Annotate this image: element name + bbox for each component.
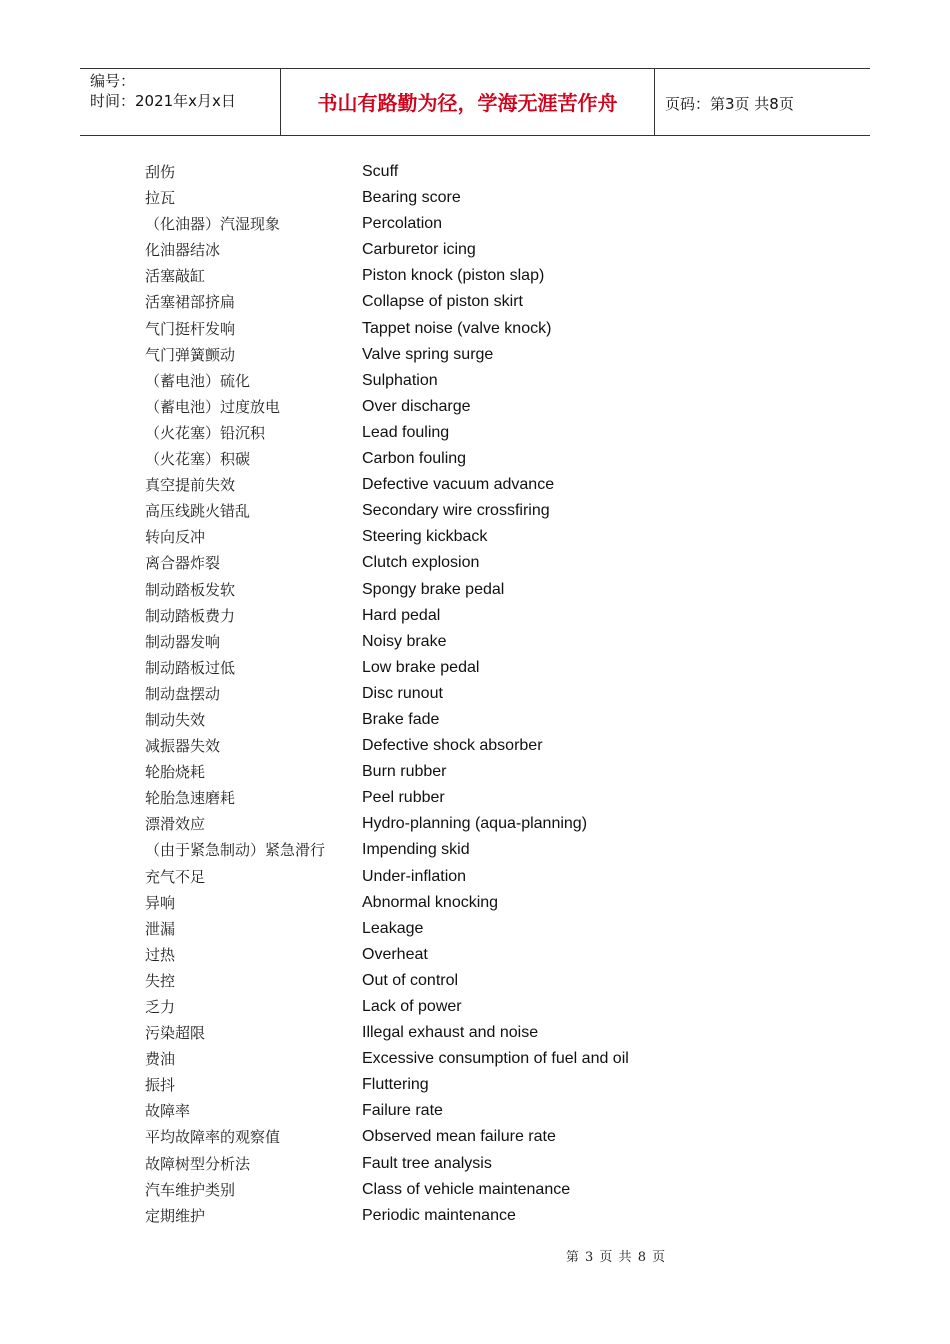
glossary-row: [145, 1203, 765, 1229]
glossary-row: [145, 342, 765, 368]
term-english: Scuff: [362, 163, 399, 180]
term-chinese: 活塞敲缸: [145, 267, 206, 286]
glossary-row: [145, 837, 765, 863]
term-english: Collapse of piston skirt: [362, 293, 523, 311]
term-chinese: 失控: [145, 971, 176, 990]
term-english: Defective shock absorber: [362, 737, 543, 755]
term-chinese: 气门挺杆发响: [145, 319, 236, 338]
term-english: Lead fouling: [362, 423, 450, 441]
header-page-info: 页码：第3页 共8页: [665, 95, 794, 113]
glossary-row: [145, 316, 765, 342]
glossary-row: [145, 263, 765, 289]
glossary-row: [145, 577, 765, 603]
term-chinese: 气门弹簧颤动: [145, 345, 236, 364]
glossary-row: [145, 1020, 765, 1046]
glossary-row: [145, 707, 765, 733]
glossary-row: [145, 1177, 765, 1203]
term-chinese: 平均故障率的观察值: [145, 1128, 281, 1147]
term-english: Peel rubber: [362, 789, 445, 807]
glossary-row: [145, 942, 765, 968]
term-chinese: 制动失效: [145, 710, 206, 729]
glossary-row: [145, 1124, 765, 1150]
footer-page-number: 第 3 页 共 8 页: [565, 1250, 667, 1265]
glossary-row: [145, 237, 765, 263]
term-english: Noisy brake: [362, 632, 447, 650]
glossary-row: [145, 420, 765, 446]
glossary-row: [145, 289, 765, 315]
glossary-row: [145, 446, 765, 472]
glossary-row: [145, 211, 765, 237]
term-chinese: 制动盘摆动: [145, 684, 221, 703]
glossary-row: [145, 1046, 765, 1072]
header-divider: [654, 69, 655, 136]
time-label: 时间：2021年x月x日: [90, 92, 236, 110]
term-english: Failure rate: [362, 1102, 443, 1120]
term-chinese: 费油: [145, 1050, 176, 1069]
term-chinese: （化油器）汽湿现象: [145, 215, 281, 234]
glossary-row: [145, 1098, 765, 1124]
term-english: Percolation: [362, 215, 443, 233]
term-chinese: （火花塞）积碳: [145, 450, 251, 469]
glossary-row: [145, 550, 765, 576]
glossary-row: [145, 629, 765, 655]
page-footer: [0, 1246, 950, 1265]
term-chinese: 转向反冲: [145, 528, 206, 547]
term-chinese: 乏力: [145, 998, 176, 1016]
glossary-row: [145, 368, 765, 394]
term-chinese: 振抖: [145, 1076, 176, 1095]
term-chinese: 刮伤: [145, 163, 176, 181]
term-chinese: 过热: [145, 945, 176, 964]
term-english: Burn rubber: [362, 763, 447, 781]
glossary-list: [145, 159, 765, 1229]
term-english: Carbon fouling: [362, 450, 467, 468]
term-chinese: 漂滑效应: [145, 815, 206, 834]
term-chinese: 制动器发响: [145, 632, 221, 651]
term-chinese: （蓄电池）硫化: [145, 371, 251, 390]
term-english: Observed mean failure rate: [362, 1128, 556, 1146]
term-chinese: 异响: [145, 893, 176, 912]
term-chinese: 轮胎急速磨耗: [145, 789, 236, 808]
term-chinese: 减振器失效: [145, 737, 221, 756]
term-english: Defective vacuum advance: [362, 476, 555, 494]
term-english: Piston knock (piston slap): [362, 267, 545, 285]
term-chinese: 制动踏板费力: [145, 606, 236, 625]
term-chinese: 制动踏板发软: [145, 580, 236, 599]
glossary-row: [145, 394, 765, 420]
term-english: Leakage: [362, 919, 424, 937]
term-chinese: （火花塞）铅沉积: [145, 423, 266, 442]
glossary-row: [145, 994, 765, 1020]
term-chinese: 污染超限: [145, 1024, 206, 1043]
term-chinese: 泄漏: [145, 919, 176, 938]
serial-label: 编号：: [90, 72, 136, 90]
term-english: Carburetor icing: [362, 241, 476, 259]
term-english: Tappet noise (valve knock): [362, 319, 552, 337]
term-chinese: 轮胎烧耗: [145, 763, 206, 782]
page-header: [80, 68, 870, 136]
term-chinese: 拉瓦: [145, 189, 176, 208]
term-english: Class of vehicle maintenance: [362, 1180, 571, 1198]
glossary-row: [145, 785, 765, 811]
term-english: Brake fade: [362, 710, 440, 728]
glossary-row: [145, 733, 765, 759]
glossary-row: [145, 498, 765, 524]
glossary-row: [145, 864, 765, 890]
term-english: Over discharge: [362, 397, 471, 415]
term-english: Hydro-planning (aqua-planning): [362, 815, 588, 833]
term-english: Illegal exhaust and noise: [362, 1024, 539, 1042]
glossary-row: [145, 472, 765, 498]
term-english: Lack of power: [362, 998, 462, 1015]
term-chinese: 充气不足: [145, 867, 206, 886]
glossary-row: [145, 603, 765, 629]
glossary-row: [145, 1072, 765, 1098]
term-chinese: 活塞裙部挤扁: [145, 293, 236, 312]
term-english: Impending skid: [362, 841, 470, 859]
term-english: Clutch explosion: [362, 554, 480, 572]
term-english: Disc runout: [362, 684, 443, 702]
glossary-row: [145, 1151, 765, 1177]
term-english: Bearing score: [362, 189, 461, 207]
term-chinese: 真空提前失效: [145, 476, 236, 495]
term-english: Low brake pedal: [362, 658, 480, 676]
term-english: Valve spring surge: [362, 345, 494, 363]
term-chinese: 汽车维护类别: [145, 1180, 236, 1199]
term-chinese: 定期维护: [145, 1206, 206, 1225]
header-motto: 书山有路勤为径，学海无涯苦作舟: [317, 91, 618, 115]
term-chinese: 故障率: [145, 1102, 191, 1121]
glossary-row: [145, 159, 765, 185]
glossary-row: [145, 524, 765, 550]
glossary-row: [145, 759, 765, 785]
term-english: Spongy brake pedal: [362, 580, 505, 598]
glossary-row: [145, 655, 765, 681]
term-english: Fault tree analysis: [362, 1154, 492, 1172]
term-chinese: （由于紧急制动）紧急滑行: [145, 841, 326, 860]
term-chinese: 制动踏板过低: [145, 658, 236, 677]
term-english: Hard pedal: [362, 606, 441, 624]
term-english: Abnormal knocking: [362, 893, 499, 911]
term-english: Out of control: [362, 971, 459, 989]
term-english: Fluttering: [362, 1076, 429, 1094]
glossary-row: [145, 890, 765, 916]
term-english: Secondary wire crossfiring: [362, 502, 550, 520]
term-chinese: （蓄电池）过度放电: [145, 397, 281, 416]
term-chinese: 离合器炸裂: [145, 554, 221, 573]
term-english: Sulphation: [362, 371, 438, 389]
glossary-row: [145, 916, 765, 942]
header-meta: [90, 71, 280, 111]
term-english: Steering kickback: [362, 528, 488, 546]
glossary-row: [145, 681, 765, 707]
term-english: Excessive consumption of fuel and oil: [362, 1050, 629, 1068]
term-chinese: 故障树型分析法: [145, 1154, 251, 1173]
glossary-row: [145, 811, 765, 837]
term-english: Overheat: [362, 945, 428, 963]
term-chinese: 高压线跳火错乱: [145, 502, 251, 521]
glossary-row: [145, 968, 765, 994]
term-english: Under-inflation: [362, 867, 467, 885]
term-chinese: 化油器结冰: [145, 241, 221, 260]
glossary-row: [145, 185, 765, 211]
term-english: Periodic maintenance: [362, 1206, 516, 1224]
